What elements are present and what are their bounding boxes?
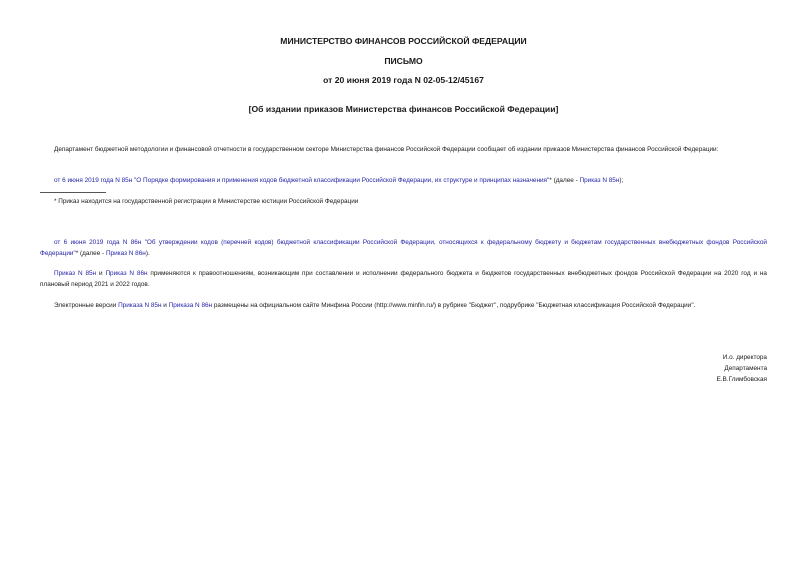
order-86n-paragraph [40, 238, 767, 259]
order-86n-electronic-link[interactable]: Приказа N 86н [168, 302, 213, 309]
order-85n-end: ); [619, 177, 624, 184]
order-86n-end: ). [145, 249, 150, 257]
signature-position: И.о. директора [722, 354, 767, 361]
footnote-divider [40, 192, 106, 193]
order-86n-alias-text: (далее - [78, 249, 106, 257]
order-86n-ref-link[interactable]: Приказ N 86н [105, 270, 148, 277]
order-86n-short-link[interactable]: Приказ N 86н [105, 249, 146, 257]
footnote-mark: * [549, 177, 552, 184]
order-85n-short-link[interactable]: Приказ N 85н [579, 177, 620, 184]
apply-paragraph [40, 269, 767, 290]
order-85n-paragraph [40, 176, 767, 187]
footnote-text: * Приказ находится на государственной регистрации в Министерстве юстиции Российской Федерации [54, 198, 359, 205]
document-date-number: от 20 июня 2019 года N 02-05-12/45167 [323, 75, 484, 85]
electronic-versions-paragraph [40, 301, 767, 312]
electronic-start: Электронные версии [54, 302, 119, 309]
apply-text: применяются к правоотношениям, возникающим при составлении и исполнении федерального бюджета и бюджетов государственных внебюджетных фондов Российской Федерации на 2020 год и на плановый период 2021 и 2022 годов. [40, 270, 767, 288]
order-85n-ref-link[interactable]: Приказ N 85н [54, 270, 97, 277]
order-86n-link[interactable]: от 6 июня 2019 года N 86н "Об утверждении кодов (перечней кодов) бюджетной классификации Российской Федерации, относящихся к федеральному бюджету и бюджетам государственных внебюджетных фондов Российской Федерации" [40, 239, 767, 257]
order-85n-electronic-link[interactable]: Приказа N 85н [118, 302, 162, 309]
signature-department: Департамента [724, 365, 767, 372]
document-subject: [Об издании приказов Министерства финансов Российской Федерации] [248, 104, 559, 114]
electronic-and: и [161, 302, 169, 309]
order-85n-alias-text: (далее - [551, 177, 580, 184]
footnote-mark: * [75, 249, 79, 257]
apply-and: и [96, 270, 106, 277]
electronic-text: размещены на официальном сайте Минфина России (http://www.minfin.ru/) в рубрике "Бюджет", подрубрике "Бюджетная классификация Российской Федерации". [212, 302, 696, 309]
signature-name: Е.В.Глимбовская [716, 376, 767, 383]
ministry-heading: МИНИСТЕРСТВО ФИНАНСОВ РОССИЙСКОЙ ФЕДЕРАЦИИ [280, 36, 527, 46]
order-85n-link[interactable]: от 6 июня 2019 года N 85н "О Порядке формирования и применения кодов бюджетной классификации Российской Федерации, их структуре и принципах назначения" [54, 177, 550, 184]
intro-paragraph: Департамент бюджетной методологии и финансовой отчетности в государственном секторе Министерства финансов Российской Федерации сообщает об издании приказов Министерства финансов Российской Федерации: [54, 146, 719, 153]
document-type-heading: ПИСЬМО [384, 56, 423, 66]
